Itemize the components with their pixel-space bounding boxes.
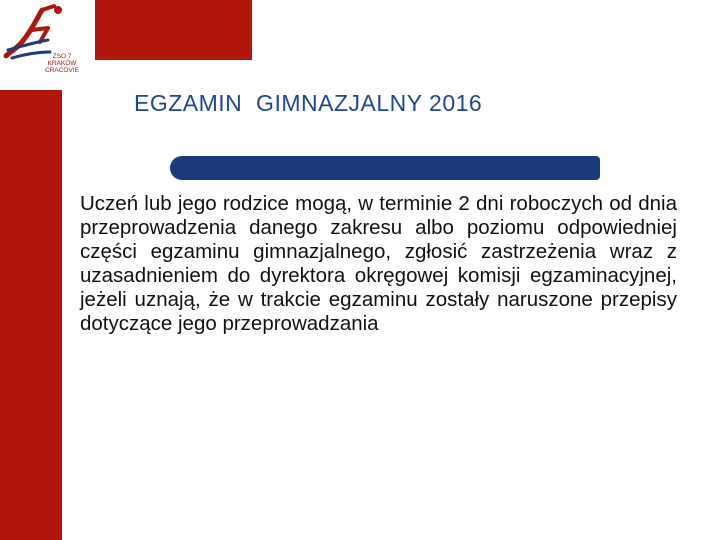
top-accent-bar (95, 0, 252, 60)
logo-caption (38, 53, 86, 74)
logo-line-1: ZSO 7 (52, 53, 72, 60)
school-emblem-icon (2, 2, 88, 88)
school-logo (0, 0, 90, 90)
page-title: EGZAMIN GIMNAZJALNY 2016 (134, 90, 483, 116)
title-divider (170, 156, 600, 180)
body-paragraph: Uczeń lub jego rodzice mogą, w terminie 2 dni roboczych od dnia przeprowadzenia danego zakresu albo poziomu odpowiedniej części egzaminu gimnazjalnego, zgłosić zastrzeżenia wraz z uzasadnieniem do dyrektora okręgowej komisji egzaminacyjnej, jeżeli uznają, że w trakcie egzaminu zostały naruszone przepisy dotyczące jego przeprowadzania (80, 192, 677, 335)
logo-line-2: KRAKÓW (47, 60, 77, 67)
logo-line-3: CRACOVIE (45, 67, 79, 74)
